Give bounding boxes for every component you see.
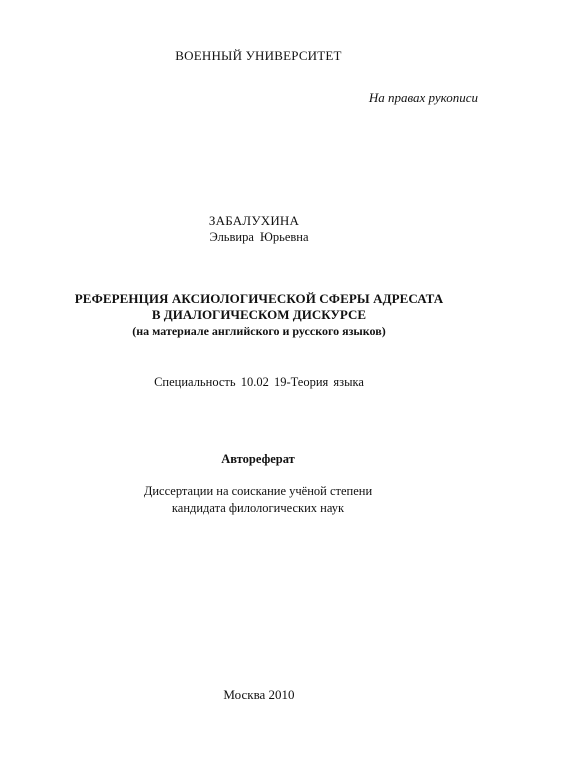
author-surname: ЗАБАЛУХИНА [208,213,300,228]
manuscript-note: На правах рукописи [368,90,478,105]
city-year: Москва 2010 [223,687,295,702]
thesis-title-line-2: В ДИАЛОГИЧЕСКОМ ДИСКУРСЕ [151,307,367,322]
abstract-label: Автореферат [221,452,295,466]
thesis-title-subtitle: (на материале английского и русского языков) [132,324,386,338]
thesis-title-line-1: РЕФЕРЕНЦИЯ АКСИОЛОГИЧЕСКОЙ СФЕРЫ АДРЕСАТА [74,291,444,306]
dissertation-line-1: Диссертации на соискание учёной степени [143,484,373,498]
specialty-line: Специальность 10.02 19-Теория языка [154,375,364,389]
author-given-names: Эльвира Юрьевна [209,230,309,244]
university-name: ВОЕННЫЙ УНИВЕРСИТЕТ [175,48,342,63]
dissertation-line-2: кандидата филологических наук [171,501,345,515]
